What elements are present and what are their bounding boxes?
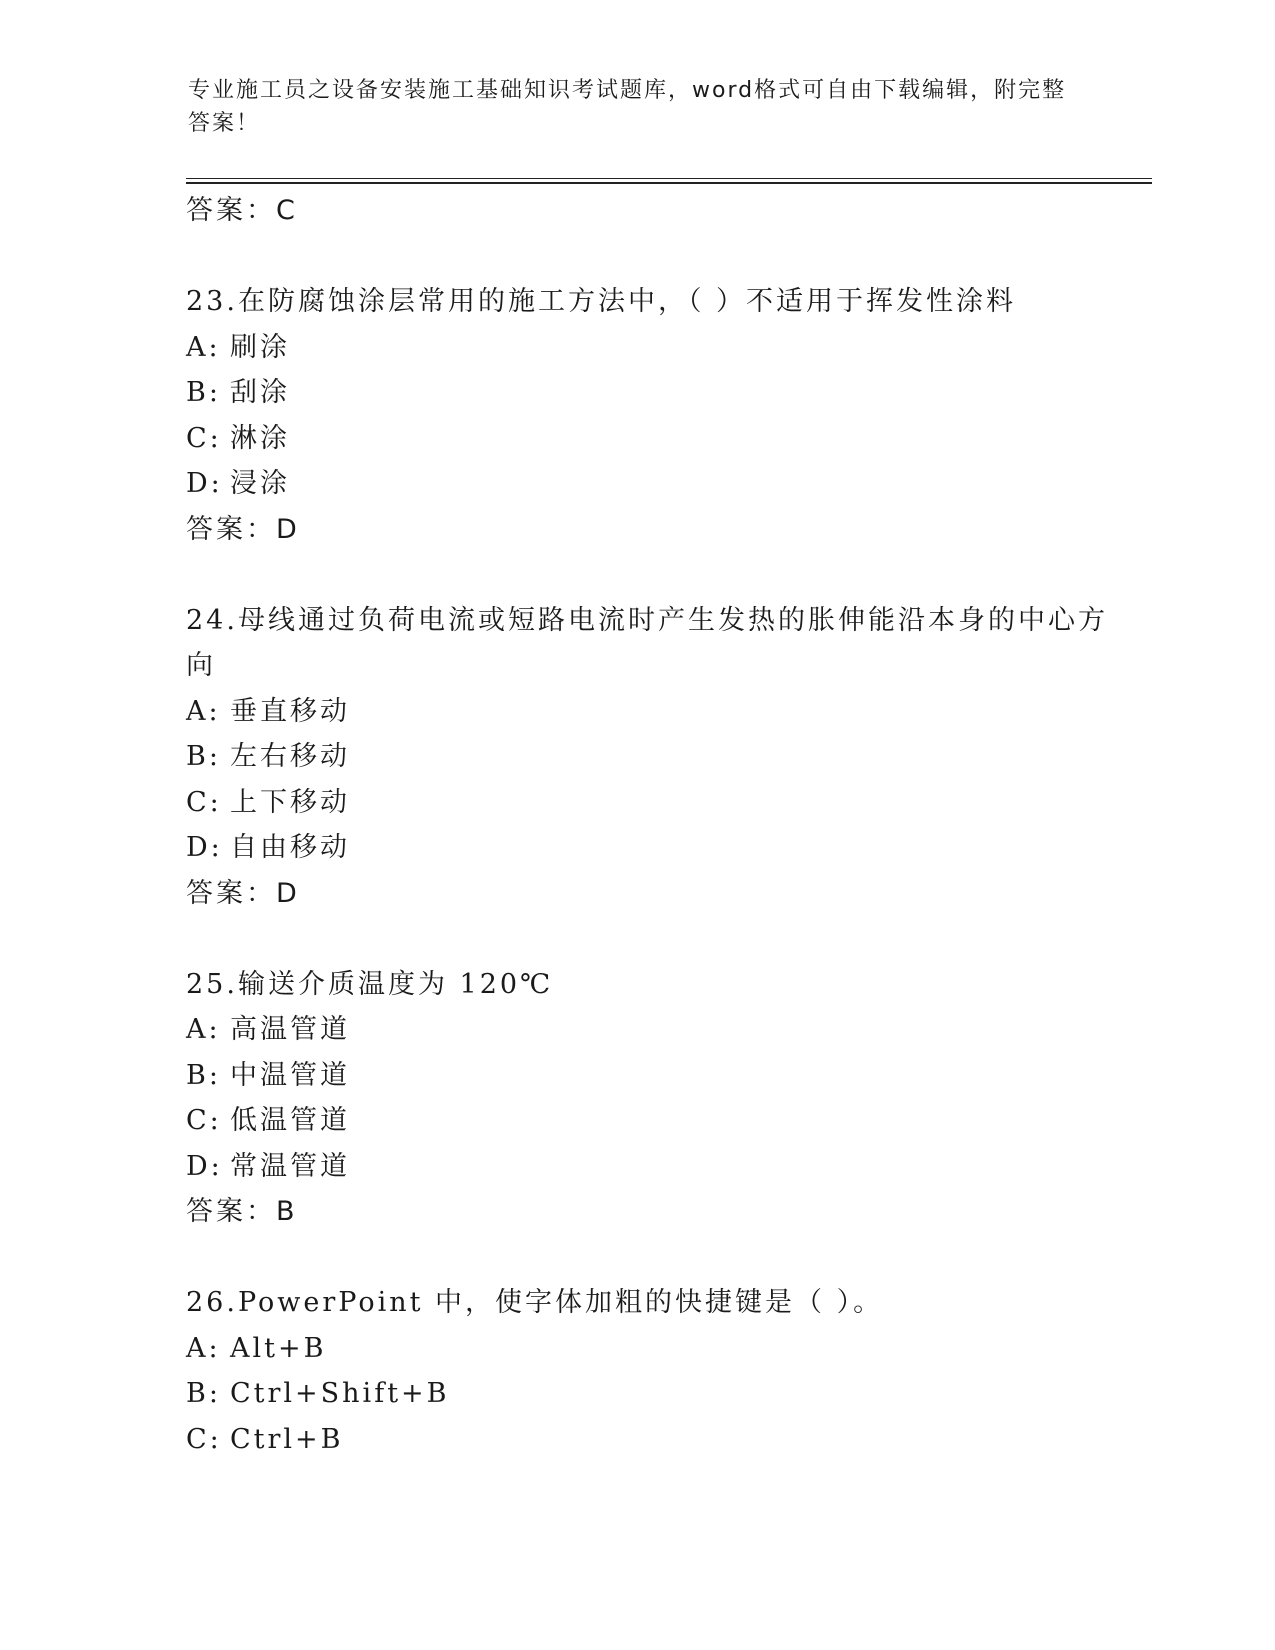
- option-key: B:: [186, 377, 221, 408]
- question-text: 26.PowerPoint 中，使字体加粗的快捷键是（ ）。: [186, 1287, 884, 1318]
- question-26: [186, 1280, 1086, 1462]
- option-key: B:: [186, 1059, 221, 1091]
- option-key: C:: [186, 786, 222, 818]
- option-key: D:: [186, 1150, 223, 1182]
- option-key: D:: [186, 832, 223, 863]
- option-d: [186, 825, 1086, 871]
- option-text: 左右移动: [230, 741, 350, 772]
- option-a: [186, 689, 1086, 735]
- header-rule-thick: [186, 182, 1152, 184]
- previous-answer: 答案：C: [186, 195, 298, 226]
- question-24: [186, 598, 1108, 917]
- option-c: [186, 1098, 1086, 1144]
- option-key: A:: [186, 695, 221, 727]
- option-d: [186, 1144, 1086, 1190]
- option-text: 刮涂: [230, 377, 290, 408]
- option-a: [186, 325, 1086, 371]
- option-text: 浸涂: [230, 468, 290, 499]
- question-text: 23.在防腐蚀涂层常用的施工方法中，（ ）不适用于挥发性涂料: [186, 286, 1017, 317]
- spacer: [186, 552, 1086, 598]
- option-c: [186, 1417, 1086, 1463]
- option-c: [186, 416, 1086, 462]
- option-text: 常温管道: [230, 1150, 350, 1182]
- option-text: 淋涂: [230, 422, 290, 454]
- option-key: C:: [186, 1105, 222, 1136]
- option-key: B:: [186, 741, 221, 772]
- question-list: [186, 188, 1108, 1462]
- answer: 答案：B: [186, 1196, 298, 1227]
- spacer: [186, 234, 1086, 280]
- option-c: [186, 780, 1086, 826]
- option-text: Ctrl+B: [230, 1423, 344, 1455]
- option-key: A:: [186, 1014, 221, 1045]
- option-text: 中温管道: [230, 1059, 350, 1091]
- spacer: [186, 916, 1086, 962]
- question-text-line1: 24.母线通过负荷电流或短路电流时产生发热的胀伸能沿本身的中心方: [186, 604, 1108, 636]
- answer: 答案：D: [186, 877, 300, 909]
- question-23: [186, 279, 1086, 552]
- header-rule-thin: [186, 178, 1152, 179]
- option-key: A:: [186, 331, 221, 363]
- answer: 答案：D: [186, 513, 300, 545]
- option-b: [186, 370, 1086, 416]
- option-text: 低温管道: [230, 1105, 350, 1136]
- page-header: 专业施工员之设备安装施工基础知识考试题库，word格式可自由下载编辑，附完整答案！: [188, 78, 1067, 136]
- option-text: Ctrl+Shift+B: [230, 1378, 450, 1409]
- option-b: [186, 734, 1086, 780]
- spacer: [186, 1235, 1086, 1281]
- option-key: C:: [186, 1423, 222, 1455]
- option-text: Alt+B: [230, 1332, 327, 1364]
- option-key: A:: [186, 1332, 221, 1364]
- option-b: [186, 1053, 1086, 1099]
- question-text-line2: 向: [186, 650, 216, 681]
- option-a: [186, 1326, 1086, 1372]
- question-25: [186, 962, 1086, 1235]
- option-a: [186, 1007, 1086, 1053]
- option-b: [186, 1371, 1086, 1417]
- option-text: 刷涂: [230, 331, 290, 363]
- option-text: 高温管道: [230, 1014, 350, 1045]
- option-d: [186, 461, 1086, 507]
- option-key: B:: [186, 1378, 221, 1409]
- option-key: C:: [186, 422, 222, 454]
- option-text: 上下移动: [230, 786, 350, 818]
- option-text: 自由移动: [230, 832, 350, 863]
- option-key: D:: [186, 468, 223, 499]
- option-text: 垂直移动: [230, 695, 350, 727]
- question-text: 25.输送介质温度为 120℃: [186, 968, 554, 1000]
